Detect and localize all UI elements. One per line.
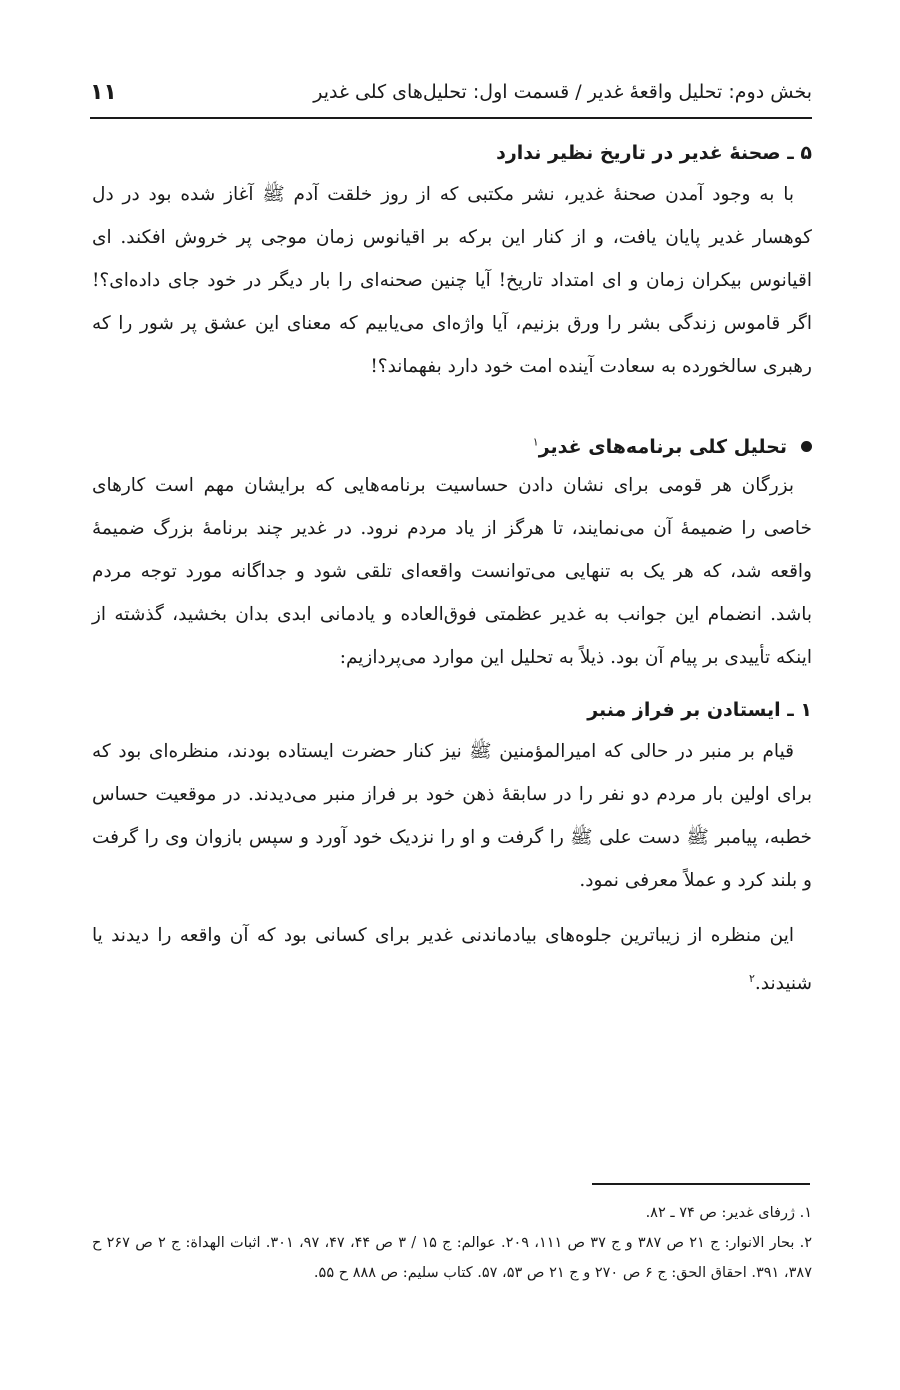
- analysis-paragraph: بزرگان هر قومی برای نشان دادن حساسیت برنامه‌هایی که برایشان مهم است کارهای خاصی را ضمیمهٔ آن می‌نمایند، تا هرگز از یاد مردم نرود. در غدیر چند برنامهٔ بزرگ ضمیمهٔ واقعه شد، که هر یک به تنهایی می‌توانست واقعه‌ای تلقی شود و جداگانه مورد توجه مردم باشد. انضمام این جوانب به غدیر عظمتی فوق‌العاده و یادمانی ابدی بدان بخشید، گذشته از اینکه تأییدی بر پیام آن بود. ذیلاً به تحلیل این موارد می‌پردازیم:: [92, 475, 812, 669]
- footnote-ref-2[interactable]: ۲: [748, 971, 755, 985]
- section-1-paragraph-1: قیام بر منبر در حالی که امیرالمؤمنین ﷺ نیز کنار حضرت ایستاده بودند، منظره‌ای بود که برای اولین بار مردم دو نفر را در سابقهٔ ذهن خود بر فراز منبر می‌دیدند. در موقعیت حساس خطبه، پیامبر ﷺ دست علی ﷺ را گرفت و او را نزدیک خود آورد و سپس بازوان وی را گرفت و بلند کرد و عملاً معرفی نمود.: [92, 740, 812, 891]
- running-header: [90, 70, 812, 114]
- footnote-1: ۱. ژرفای غدیر: ص ۷۴ ـ ۸۲.: [645, 1205, 812, 1221]
- analysis-heading-row: [92, 434, 812, 461]
- footnote-rule: [592, 1183, 810, 1185]
- bullet-icon: [801, 441, 812, 452]
- section-1-paragraph-2: [92, 914, 812, 1005]
- analysis-heading-text: تحلیل کلی برنامه‌های غدیر: [538, 435, 787, 458]
- footnotes: [92, 1198, 812, 1288]
- section-5-paragraph: با به وجود آمدن صحنهٔ غدیر، نشر مکتبی که از روز خلقت آدم ﷺ آغاز شده بود در دل کوهسار غدیر پایان یافت، و از کنار این برکه بر اقیانوس زمان موجی پر خروش افکند. ای اقیانوس بیکران زمان و ای امتداد تاریخ! آیا چنین صحنه‌ای را بار دیگر در خود جای داده‌ای؟! اگر قاموس زندگی بشر را ورق بزنیم، آیا واژه‌ای می‌یابیم که معنای این عشق پر شور را که رهبری سالخورده به سعادت آینده امت خود دارد بفهماند؟!: [92, 183, 812, 377]
- page-body: [92, 140, 812, 1005]
- section-1-paragraph-2-text: این منظره از زیباترین جلوه‌های بیادماندنی غدیر برای کسانی بود که آن واقعه را دیدند یا شنیدند.: [92, 924, 812, 994]
- footnote-ref-1[interactable]: ۱: [532, 435, 539, 449]
- footnote-2: ۲. بحار الانوار: ج ۲۱ ص ۳۸۷ و ج ۳۷ ص ۱۱۱، ۲۰۹. عوالم: ج ۱۵ / ۳ ص ۴۴، ۴۷، ۹۷، ۳۰۱. اثبات الهداة: ج ۲ ص ۲۶۷ ح ۳۸۷، ۳۹۱. احقاق الحق: ج ۶ ص ۲۷۰ و ج ۲۱ ص ۵۳، ۵۷. کتاب سلیم: ص ۸۸۸ ح ۵۵.: [92, 1235, 813, 1281]
- section-5-heading: ۵ ـ صحنهٔ غدیر در تاریخ نظیر ندارد: [496, 142, 812, 164]
- running-header-title: بخش دوم: تحلیل واقعهٔ غدیر / قسمت اول: تحلیل‌های کلی غدیر: [313, 81, 812, 103]
- analysis-heading: [533, 434, 787, 461]
- section-1-heading: ۱ ـ ایستادن بر فراز منبر: [587, 699, 812, 722]
- header-rule: [90, 117, 812, 119]
- page-number: ۱۱: [90, 79, 117, 105]
